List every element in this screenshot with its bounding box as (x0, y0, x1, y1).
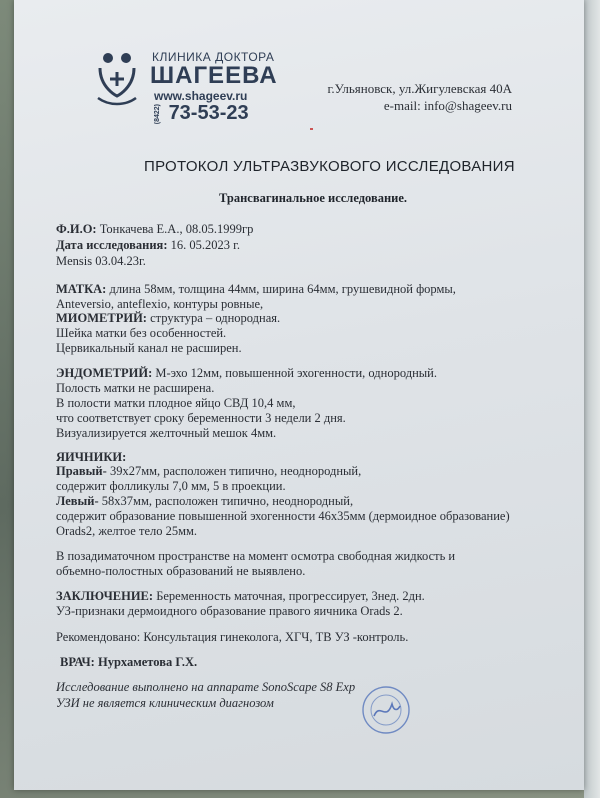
clinic-contacts (328, 80, 512, 114)
myometrium-line (56, 311, 280, 326)
phone-number: 73-53-23 (168, 102, 249, 124)
conclusion-line (56, 589, 425, 604)
endometrium-line-5: Визуализируется желточный мешок 4мм. (56, 426, 277, 440)
clinic-name: ШАГЕЕВА (150, 62, 278, 89)
doctor-label: ВРАЧ: (60, 655, 95, 669)
fio-value: Тонкачева Е.А., 08.05.1999гр (96, 222, 254, 236)
clinic-address: г.Ульяновск, ул.Жигулевская 40А (327, 81, 512, 96)
right-ovary-label: Правый- (56, 464, 107, 478)
disclaimer-note: УЗИ не является клиническим диагнозом (56, 696, 274, 710)
ovaries-heading: ЯИЧНИКИ: (56, 450, 127, 464)
left-ovary-line-2: содержит образование повышенной эхогенности 46х35мм (дермоидное образование) (56, 509, 510, 523)
fluid-line-2: объемно-полостных образований не выявлено. (56, 564, 306, 578)
endometrium-value: М-эхо 12мм, повышенной эхогенности, однородный. (152, 366, 437, 380)
equipment-note: Исследование выполнено на аппарате SonoScape S8 Exp (56, 680, 356, 694)
endometrium-line-2: Полость матки не расширена. (56, 381, 215, 395)
ultrasound-report-sheet (14, 0, 584, 790)
left-ovary-value: 58х37мм, расположен типично, неоднородный, (98, 494, 354, 508)
conclusion-label: ЗАКЛЮЧЕНИЕ: (56, 589, 154, 603)
cervix-line-1: Шейка матки без особенностей. (56, 326, 227, 340)
recommendation: Рекомендовано: Консультация гинеколога, ХГЧ, ТВ УЗ -контроль. (56, 630, 409, 644)
endometrium-line-3: В полости матки плодное яйцо СВД 10,4 мм, (56, 396, 296, 410)
clinic-phone (154, 102, 249, 125)
stamp-icon (360, 684, 412, 736)
uterus-line-1 (56, 282, 456, 297)
date-label: Дата исследования: (56, 238, 168, 252)
right-ovary-line (56, 464, 361, 479)
left-ovary-line-3: Orads2, желтое тело 25мм. (56, 524, 198, 538)
cervix-line-2: Цервикальный канал не расширен. (56, 341, 242, 355)
patient-name (56, 222, 253, 237)
myometrium-value: структура – однородная. (146, 311, 281, 325)
clinic-website: www.shageev.ru (154, 89, 248, 103)
myometrium-label: МИОМЕТРИЙ: (56, 311, 147, 325)
uterus-line-2: Anteversio, anteflexio, контуры ровные, (56, 297, 264, 311)
fio-label: Ф.И.О: (56, 222, 97, 236)
endometrium-line (56, 366, 437, 381)
clinic-name-top: КЛИНИКА ДОКТОРА (152, 50, 275, 64)
conclusion-value: Беременность маточная, прогрессирует, 3нед. 2дн. (153, 589, 425, 603)
phone-area-code: (8422) (154, 103, 161, 124)
right-ovary-line-2: содержит фолликулы 7,0 мм, 5 в проекции. (56, 479, 286, 493)
clinic-email: e-mail: info@shageev.ru (383, 98, 512, 113)
conclusion-line-2: УЗ-признаки дермоидного образование правого яичника Orads 2. (56, 604, 403, 618)
left-ovary-label: Левый- (56, 494, 99, 508)
right-ovary-value: 39х27мм, расположен типично, неоднородный, (106, 464, 362, 478)
date-value: 16. 05.2023 г. (167, 238, 240, 252)
ink-dot (310, 128, 313, 130)
mensis-line: Mensis 03.04.23г. (56, 254, 146, 268)
doctor-line (60, 655, 197, 670)
exam-date (56, 238, 240, 253)
paper-edge (584, 0, 600, 798)
fluid-line-1: В позадиматочном пространстве на момент осмотра свободная жидкость и (56, 549, 456, 563)
uterus-label: МАТКА: (56, 282, 107, 296)
report-subtitle: Трансвагинальное исследование. (219, 191, 408, 205)
endometrium-line-4: что соответствует сроку беременности 3 недели 2 дня. (56, 411, 346, 425)
clinic-logo-icon (94, 50, 140, 110)
report-title: ПРОТОКОЛ УЛЬТРАЗВУКОВОГО ИССЛЕДОВАНИЯ (144, 158, 515, 175)
uterus-value: длина 58мм, толщина 44мм, ширина 64мм, грушевидной формы, (106, 282, 456, 296)
endometrium-label: ЭНДОМЕТРИЙ: (56, 366, 153, 380)
left-ovary-line (56, 494, 353, 509)
doctor-name: Нурхаметова Г.Х. (94, 655, 198, 669)
